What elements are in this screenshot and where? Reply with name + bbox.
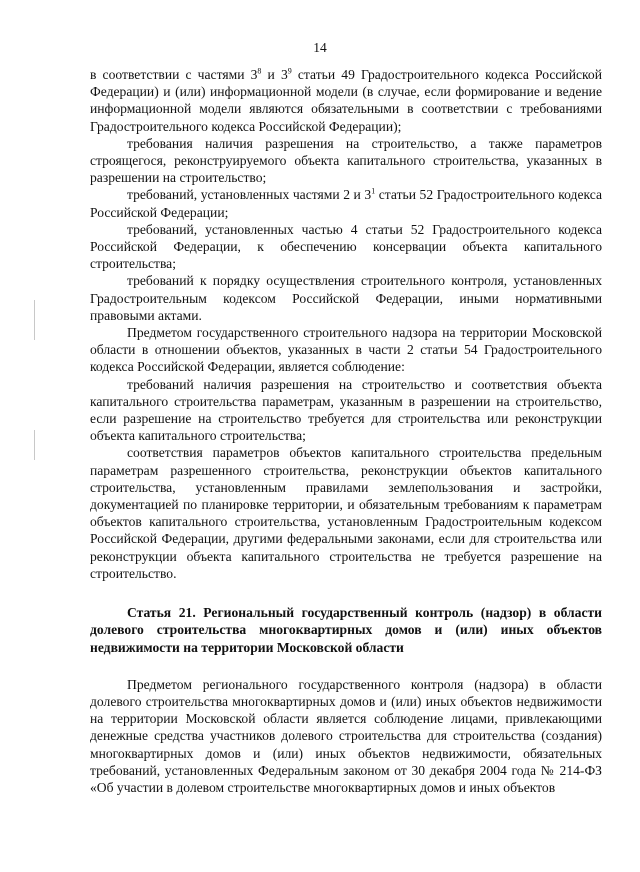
body-paragraph — [90, 272, 602, 324]
text-run: и 3 — [261, 67, 288, 82]
text-run: требований, установленных частью 4 статьи 52 Градостроительного кодекса Российской Федерации, к обеспечению консервации объекта капитального строительства; — [90, 221, 602, 272]
text-run: требований, установленных частями 2 и 3 — [127, 187, 372, 203]
body-paragraph — [90, 135, 602, 187]
scan-margin-mark — [34, 430, 35, 460]
body-paragraph — [90, 221, 602, 273]
superscript-index: 9 — [287, 66, 292, 76]
article-heading: Статья 21. Региональный государственный контроль (надзор) в области долевого строительства многоквартирных домов и (или) иных объектов недвижимости на территории Московской области — [90, 605, 602, 655]
text-run: в соответствии с частями 3 — [90, 67, 258, 82]
body-paragraph — [90, 66, 602, 135]
text-run: статьи 49 Градостроительного кодекса Российской Федерации) и (или) информационной модели (в случае, если формирование и ведение информационной модели являются обязательными в соответствии с требованиями Градостроительного кодекса Российской Федерации); — [90, 67, 602, 134]
body-paragraph — [90, 444, 602, 582]
text-run: Предметом государственного строительного надзора на территории Московской области в отношении объектов, указанных в части 2 статьи 54 Градостроительного кодекса Российской Федерации, является соблюдение: — [90, 325, 602, 375]
superscript-index: 1 — [371, 186, 376, 196]
document-body — [90, 66, 602, 796]
body-paragraph — [90, 376, 602, 445]
text-run: требования наличия разрешения на строительство, а также параметров строящегося, реконструируемого объекта капитального строительства, указанных в разрешении на строительство; — [90, 135, 602, 186]
scan-margin-mark — [34, 300, 35, 340]
text-run: требований наличия разрешения на строительство и соответствия объекта капитального строительства параметрам, указанным в разрешении на строительство, если разрешение на строительство требуется для строительства или реконструкции объекта капитального строительства; — [90, 376, 602, 444]
paragraph-list — [90, 66, 602, 582]
body-paragraph — [90, 186, 602, 220]
text-run: статьи 52 Градостроительного кодекса Российской Федерации; — [90, 187, 602, 220]
superscript-index: 8 — [257, 66, 262, 76]
text-run: требований к порядку осуществления строительного контроля, установленных Градостроительным кодексом Российской Федерации, иными нормативными правовыми актами. — [90, 273, 602, 323]
text-run: соответствия параметров объектов капитального строительства предельным параметрам разрешенного строительства, реконструкции объектов капитального строительства, установленным правилами землепользования и застройки, документацией по планировке территории, и обязательным требованиям к параметрам объектов капитального строительства, установленным Градостроительным кодексом Российской Федерации, другими федеральными законами, если для строительства или реконструкции объекта капитального строительства не требуется разрешение на строительство. — [90, 445, 602, 581]
page-number: 14 — [313, 40, 327, 55]
body-paragraph — [90, 324, 602, 376]
article-paragraph: Предметом регионального государственного контроля (надзора) в области долевого строительства многоквартирных домов и (или) иных объектов недвижимости на территории Московской области является соблюдение лицами, привлекающими денежные средства участников долевого строительства для строительства (создания) многоквартирных домов и (или) иных объектов недвижимости, обязательных требований, установленных Федеральным законом от 30 декабря 2004 года № 214-ФЗ «Об участии в долевом строительстве многоквартирных домов и иных объектов — [90, 676, 602, 795]
